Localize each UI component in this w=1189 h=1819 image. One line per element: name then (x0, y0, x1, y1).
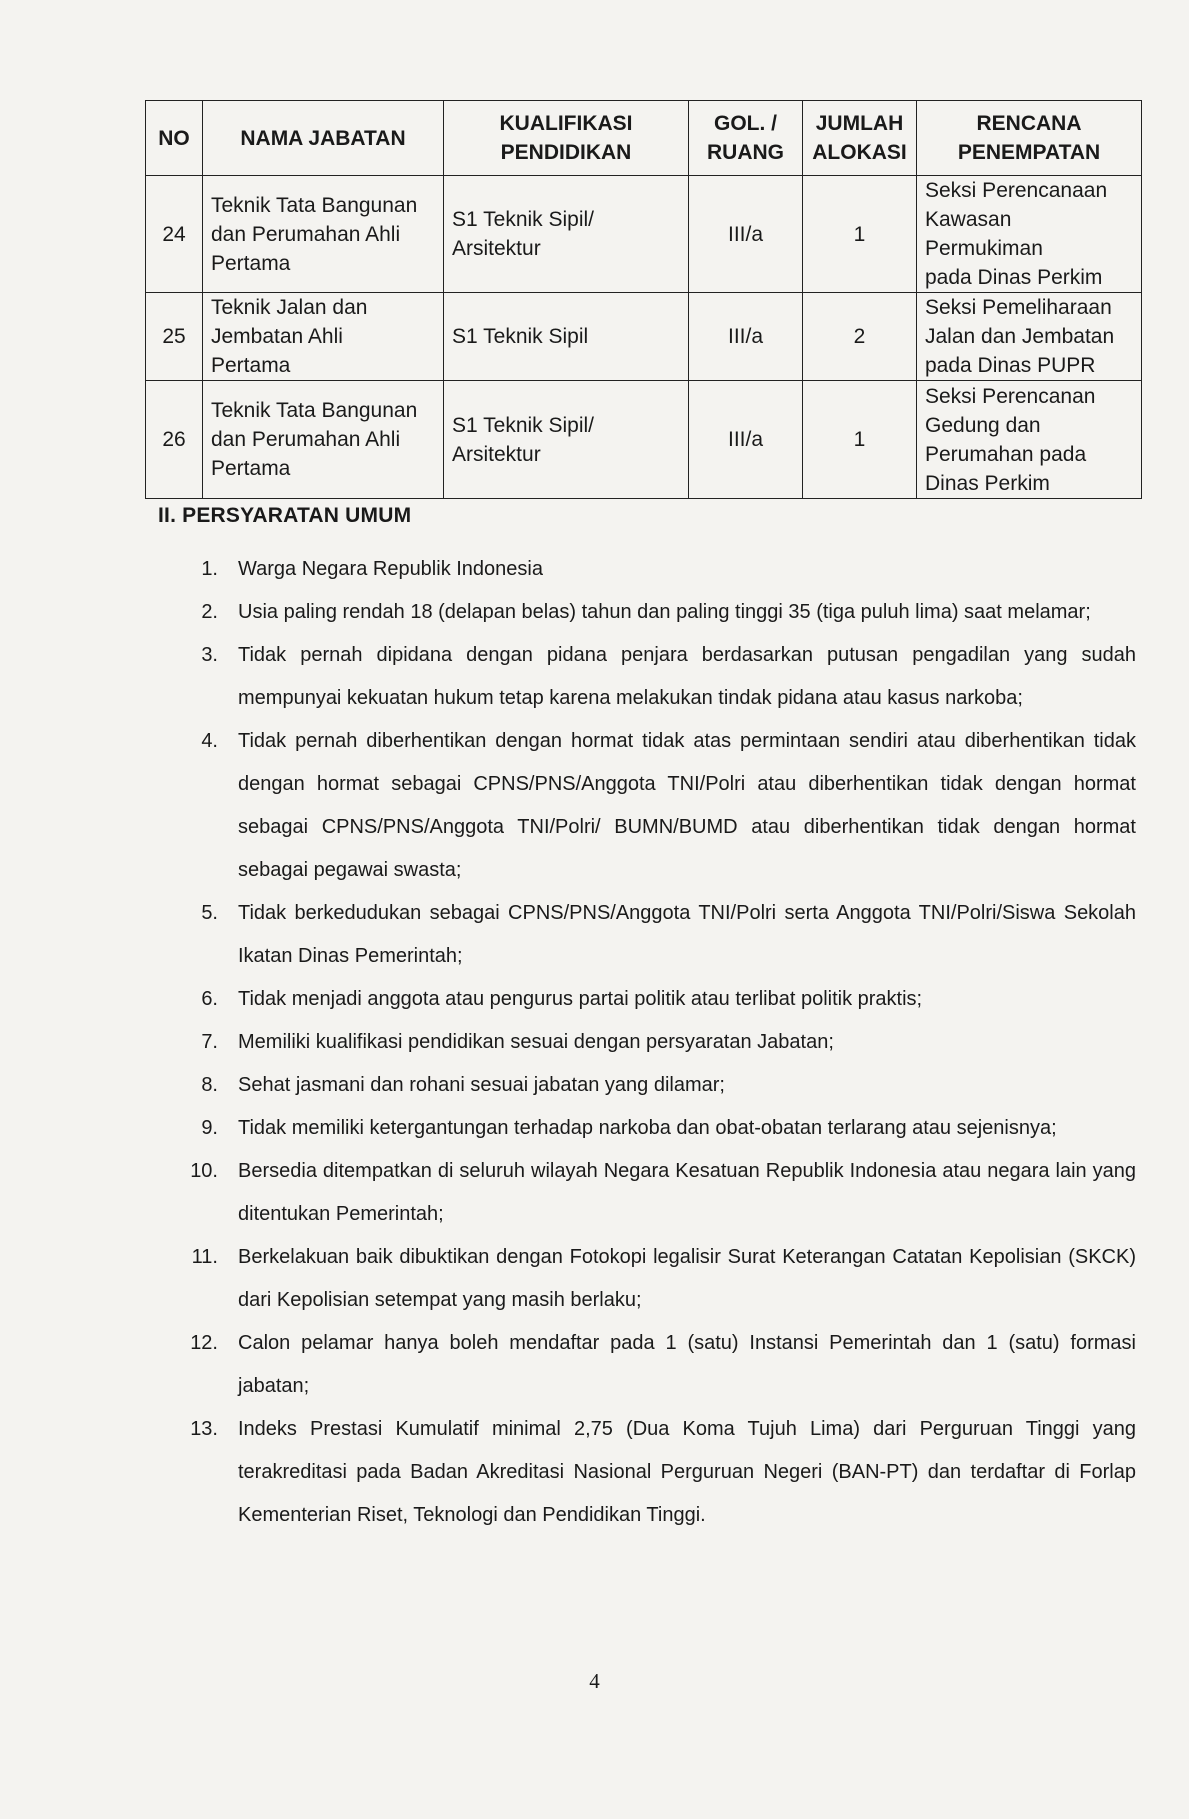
cell-kualifikasi: S1 Teknik Sipil/ Arsitektur (444, 381, 689, 499)
cell-jumlah: 1 (803, 381, 917, 499)
cell-nama-jabatan: Teknik Tata Bangunan dan Perumahan Ahli Pertama (203, 381, 444, 499)
header-kualifikasi: KUALIFIKASI PENDIDIKAN (444, 101, 689, 176)
cell-jumlah: 1 (803, 176, 917, 293)
list-item: 7. Memiliki kualifikasi pendidikan sesuai dengan persyaratan Jabatan; (201, 1031, 834, 1053)
list-item: 10. Bersedia ditempatkan di seluruh wilayah Negara Kesatuan Republik Indonesia atau negara lain yang ditentukan Pemerintah; (190, 1160, 1136, 1225)
list-item: 4. Tidak pernah diberhentikan dengan hormat tidak atas permintaan sendiri atau diberhentikan tidak dengan hormat sebagai CPNS/PNS/Anggota TNI/Polri atau diberhentikan tidak dengan hormat sebagai CPNS/PNS/Anggota TNI/Polri/ BUMN/BUMD atau diberhentikan tidak dengan hormat sebagai pegawai swasta; (201, 730, 1136, 881)
cell-rencana: Seksi Perencanaan Kawasan Permukiman pada Dinas Perkim (917, 176, 1142, 293)
header-gol: GOL. / RUANG (689, 101, 803, 176)
table-row (146, 293, 1142, 381)
cell-no: 26 (146, 381, 203, 499)
list-item: 12. Calon pelamar hanya boleh mendaftar pada 1 (satu) Instansi Pemerintah dan 1 (satu) formasi jabatan; (190, 1332, 1136, 1397)
header-jumlah: JUMLAH ALOKASI (803, 101, 917, 176)
cell-gol: III/a (689, 293, 803, 381)
list-item: 9. Tidak memiliki ketergantungan terhadap narkoba dan obat-obatan terlarang atau sejenisnya; (201, 1117, 1057, 1139)
page-number: 4 (589, 1669, 600, 1693)
table-row (146, 381, 1142, 499)
cell-kualifikasi: S1 Teknik Sipil (444, 293, 689, 381)
cell-gol: III/a (689, 176, 803, 293)
cell-no: 24 (146, 176, 203, 293)
list-item: 8. Sehat jasmani dan rohani sesuai jabatan yang dilamar; (201, 1074, 725, 1096)
header-rencana: RENCANA PENEMPATAN (917, 101, 1142, 176)
list-item: 3. Tidak pernah dipidana dengan pidana penjara berdasarkan putusan pengadilan yang sudah mempunyai kekuatan hukum tetap karena melakukan tindak pidana atau kasus narkoba; (201, 644, 1136, 709)
list-item: 11. Berkelakuan baik dibuktikan dengan Fotokopi legalisir Surat Keterangan Catatan Kepolisian (SKCK) dari Kepolisian setempat yang masih berlaku; (191, 1246, 1136, 1311)
cell-nama-jabatan: Teknik Tata Bangunan dan Perumahan Ahli Pertama (203, 176, 444, 293)
list-item: 2. Usia paling rendah 18 (delapan belas) tahun dan paling tinggi 35 (tiga puluh lima) saat melamar; (201, 601, 1091, 623)
list-item: 5. Tidak berkedudukan sebagai CPNS/PNS/Anggota TNI/Polri serta Anggota TNI/Polri/Siswa Sekolah Ikatan Dinas Pemerintah; (201, 902, 1136, 967)
cell-nama-jabatan: Teknik Jalan dan Jembatan Ahli Pertama (203, 293, 444, 381)
list-item: 1. Warga Negara Republik Indonesia (201, 558, 543, 580)
cell-jumlah: 2 (803, 293, 917, 381)
header-no: NO (146, 101, 203, 176)
cell-kualifikasi: S1 Teknik Sipil/ Arsitektur (444, 176, 689, 293)
formation-table (145, 100, 1142, 499)
table-row (146, 176, 1142, 293)
cell-rencana: Seksi Perencanan Gedung dan Perumahan pada Dinas Perkim (917, 381, 1142, 499)
section-heading: II. PERSYARATAN UMUM (158, 504, 412, 527)
cell-rencana: Seksi Pemeliharaan Jalan dan Jembatan pada Dinas PUPR (917, 293, 1142, 381)
requirements-list (170, 548, 1136, 1537)
cell-gol: III/a (689, 381, 803, 499)
table-header-row (146, 101, 1142, 176)
list-item: 13. Indeks Prestasi Kumulatif minimal 2,75 (Dua Koma Tujuh Lima) dari Perguruan Tinggi yang terakreditasi pada Badan Akreditasi Nasional Perguruan Negeri (BAN-PT) dan terdaftar di Forlap Kementerian Riset, Teknologi dan Pendidikan Tinggi. (190, 1418, 1136, 1526)
cell-no: 25 (146, 293, 203, 381)
header-nama-jabatan: NAMA JABATAN (203, 101, 444, 176)
list-item: 6. Tidak menjadi anggota atau pengurus partai politik atau terlibat politik praktis; (201, 988, 923, 1010)
